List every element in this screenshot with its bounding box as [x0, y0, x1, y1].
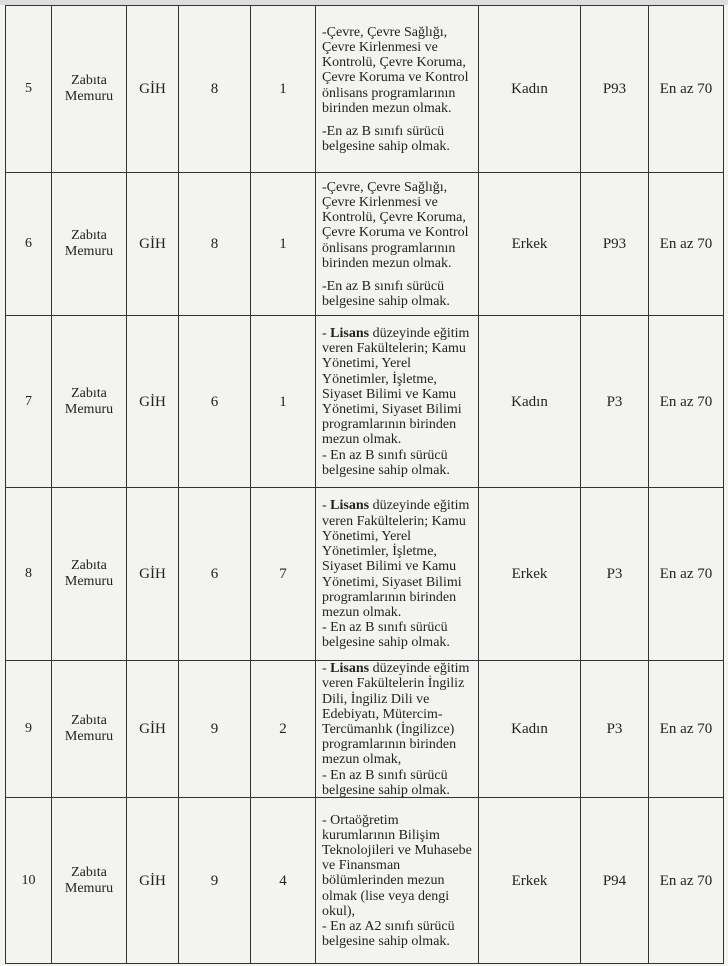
position-count: 7: [251, 488, 316, 661]
qualification-text: -Çevre, Çevre Sağlığı, Çevre Kirlenmesi ve Kontrolü, Çevre Koruma, Çevre Koruma ve Kontrol önlisans programlarının birinden mezun olmak.: [322, 179, 469, 271]
minimum-score: En az 70: [649, 798, 724, 964]
table-row: [6, 316, 724, 488]
exam-score-type: P93: [581, 6, 649, 173]
position-title: Zabıta Memuru: [52, 488, 127, 661]
qualifications: [316, 488, 479, 661]
table-row: [6, 661, 724, 798]
table-row: [6, 488, 724, 661]
position-degree: 8: [179, 173, 251, 316]
position-degree: 8: [179, 6, 251, 173]
qualification-text: düzeyinde eğitim veren Fakültelerin; Kamu Yönetimi, Yerel Yönetimler, İşletme, Siyaset Bilimi ve Kamu Yönetimi, Siyaset Bilimi programlarının birinden mezun olmak.: [322, 498, 470, 620]
qualification-text: - En az B sınıfı sürücü belgesine sahip olmak.: [322, 767, 450, 798]
position-title: Zabıta Memuru: [52, 661, 127, 798]
position-class: GİH: [127, 316, 179, 488]
exam-score-type: P3: [581, 316, 649, 488]
exam-score-type: P3: [581, 661, 649, 798]
position-count: 2: [251, 661, 316, 798]
qualification-text: - En az B sınıfı sürücü belgesine sahip olmak.: [322, 620, 450, 651]
qualification-item: [322, 919, 473, 949]
row-number: 9: [6, 661, 52, 798]
row-number: 8: [6, 488, 52, 661]
table-row: [6, 6, 724, 173]
qualification-item: [322, 279, 473, 309]
position-title: Zabıta Memuru: [52, 798, 127, 964]
qualification-item: [322, 813, 473, 919]
minimum-score: En az 70: [649, 661, 724, 798]
qualification-text: -En az B sınıfı sürücü belgesine sahip olmak.: [322, 123, 450, 155]
position-title: Zabıta Memuru: [52, 173, 127, 316]
row-number: 10: [6, 798, 52, 964]
minimum-score: En az 70: [649, 488, 724, 661]
row-number: 5: [6, 6, 52, 173]
qualification-item: [322, 498, 473, 620]
position-class: GİH: [127, 173, 179, 316]
minimum-score: En az 70: [649, 173, 724, 316]
qualification-item: [322, 768, 473, 798]
position-count: 1: [251, 316, 316, 488]
position-class: GİH: [127, 488, 179, 661]
gender: Kadın: [479, 6, 581, 173]
row-number: 7: [6, 316, 52, 488]
qualification-item: [322, 326, 473, 448]
qualification-item: [322, 448, 473, 478]
position-degree: 6: [179, 316, 251, 488]
position-table: [5, 5, 724, 964]
qualification-emphasis: Lisans: [330, 498, 370, 514]
qualification-prefix: -: [322, 498, 331, 514]
qualifications: [316, 661, 479, 798]
qualifications: [316, 6, 479, 173]
row-number: 6: [6, 173, 52, 316]
qualification-item: [322, 620, 473, 650]
qualification-item: [322, 25, 473, 116]
qualification-text: -Çevre, Çevre Sağlığı, Çevre Kirlenmesi ve Kontrolü, Çevre Koruma, Çevre Koruma ve Kontrol önlisans programlarının birinden mezun olmak.: [322, 24, 469, 116]
qualification-text: - Ortaöğretim kurumlarının Bilişim Teknolojileri ve Muhasebe ve Finansman bölümlerinden mezun olmak (lise veya dengi okul),: [322, 812, 472, 919]
qualification-text: düzeyinde eğitim veren Fakültelerin; Kamu Yönetimi, Yerel Yönetimler, İşletme, Siyaset Bilimi ve Kamu Yönetimi, Siyaset Bilimi programlarının birinden mezun olmak.: [322, 325, 470, 448]
position-count: 1: [251, 173, 316, 316]
gender: Kadın: [479, 661, 581, 798]
qualification-item: [322, 661, 473, 767]
qualification-prefix: -: [322, 325, 331, 341]
position-title: Zabıta Memuru: [52, 6, 127, 173]
minimum-score: En az 70: [649, 6, 724, 173]
qualification-emphasis: Lisans: [330, 325, 370, 341]
gender: Erkek: [479, 798, 581, 964]
gender: Erkek: [479, 173, 581, 316]
minimum-score: En az 70: [649, 316, 724, 488]
position-class: GİH: [127, 661, 179, 798]
position-degree: 9: [179, 661, 251, 798]
qualification-item: [322, 124, 473, 154]
position-class: GİH: [127, 798, 179, 964]
gender: Kadın: [479, 316, 581, 488]
qualifications: [316, 316, 479, 488]
position-count: 1: [251, 6, 316, 173]
position-degree: 6: [179, 488, 251, 661]
table-row: [6, 173, 724, 316]
qualification-text: -En az B sınıfı sürücü belgesine sahip olmak.: [322, 278, 450, 310]
qualifications: [316, 798, 479, 964]
qualification-text: - En az A2 sınıfı sürücü belgesine sahip olmak.: [322, 919, 455, 950]
position-degree: 9: [179, 798, 251, 964]
exam-score-type: P94: [581, 798, 649, 964]
exam-score-type: P93: [581, 173, 649, 316]
qualification-prefix: -: [322, 661, 331, 677]
exam-score-type: P3: [581, 488, 649, 661]
qualification-emphasis: Lisans: [330, 661, 370, 677]
position-title: Zabıta Memuru: [52, 316, 127, 488]
gender: Erkek: [479, 488, 581, 661]
position-count: 4: [251, 798, 316, 964]
qualification-text: düzeyinde eğitim veren Fakültelerin İngiliz Dili, İngiliz Dili ve Edebiyatı, Mütercim-Tercümanlık (İngilizce) programlarının birinden mezun olmak,: [322, 661, 470, 768]
table-row: [6, 798, 724, 964]
qualification-item: [322, 180, 473, 271]
qualification-text: - En az B sınıfı sürücü belgesine sahip olmak.: [322, 447, 450, 478]
qualifications: [316, 173, 479, 316]
position-class: GİH: [127, 6, 179, 173]
